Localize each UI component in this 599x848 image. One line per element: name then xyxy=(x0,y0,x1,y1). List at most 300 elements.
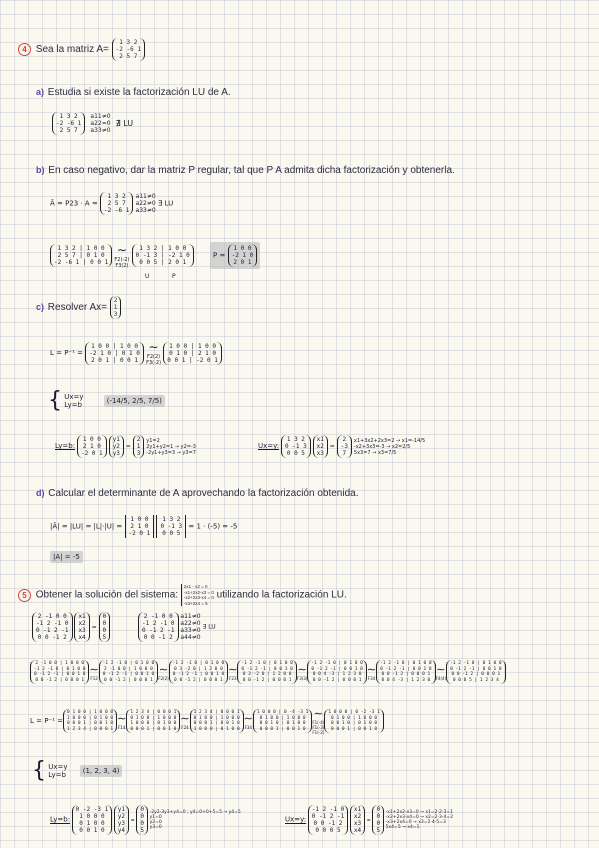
matrix-row: 1 0 0 0 | 0 -4 -3 1 xyxy=(256,710,309,715)
equation: 2x1 - x2 = 0 xyxy=(183,584,208,589)
matrix-row: -1 2 -1 0 | 0 1 0 0 xyxy=(34,666,86,672)
forward-steps xyxy=(146,438,196,456)
matrix-row: 1 0 0 xyxy=(233,245,252,252)
vector-entry: 5 xyxy=(376,827,381,834)
augmented-matrix xyxy=(446,660,505,684)
augmented-matrix xyxy=(376,660,435,684)
vector-entry: y3 xyxy=(117,820,126,827)
determinant-equation: |Ã| = |LU| = |L|·|U| = xyxy=(50,522,123,531)
row-op: F2(-2) xyxy=(114,256,130,263)
determinant-final: |A| = -5 xyxy=(50,551,83,563)
matrix-row: 1 0 0 | 1 0 0 xyxy=(91,342,139,350)
vector-entry: 3 xyxy=(113,311,118,318)
matrix-row: -2 0 1 xyxy=(128,530,151,537)
matrix-row: 0 1 0 0 | 1 0 0 0 xyxy=(193,715,240,721)
b-vector xyxy=(133,435,145,458)
problem-5-system xyxy=(32,760,122,782)
part-b-result: ∃ LU xyxy=(157,199,174,208)
vector-entry: y1 xyxy=(117,806,126,813)
tilde-icon: ∼ xyxy=(243,712,253,725)
matrix-row: 0 0 0 1 | 0 0 1 0 xyxy=(193,721,240,726)
matrix-row: 0 1 0 0 | 1 0 0 0 xyxy=(130,715,177,721)
matrix-row: 1 3 2 xyxy=(107,193,126,200)
x-vector xyxy=(313,435,328,458)
matrix-row: 0 -1 2 -1 | 0 0 1 0 xyxy=(172,672,225,677)
elimination-chain xyxy=(30,660,595,684)
augmented-matrix xyxy=(85,342,144,365)
vector-entry: y4 xyxy=(117,827,126,834)
part-a-tag: a) xyxy=(36,87,45,97)
matrix-row: 0 0 -1 2 | 0 0 0 1 xyxy=(312,677,362,683)
matrix-row: 0 -1 2 -1 xyxy=(141,627,175,634)
matrix-row: 0 1 0 0 xyxy=(79,820,105,827)
condition: a11≠0 xyxy=(90,113,111,120)
matrix-row: 0 0 5 xyxy=(286,450,305,457)
condition: a33≠0 xyxy=(90,127,111,134)
coefficient-matrix-2 xyxy=(138,612,179,642)
matrix-row: 2 5 7 | 0 1 0 xyxy=(57,252,105,259)
L-matrix xyxy=(72,805,113,835)
vector-entry: 0 xyxy=(376,806,381,813)
tilde-icon: ∼ xyxy=(116,242,127,257)
vector-entry: 0 xyxy=(140,806,145,813)
matrix-row: -1 2 -1 0 | 0 1 0 0 xyxy=(241,661,293,666)
Ux-label: Ux=y: xyxy=(285,815,307,824)
vector-entry: 0 xyxy=(140,813,145,820)
b-vector xyxy=(136,805,148,835)
problem-4-intro: Sea la matriz A= xyxy=(35,44,109,56)
U-matrix xyxy=(281,435,311,458)
part-b-matrix xyxy=(100,192,133,215)
matrix-row: 0 0 0 1 | 0 0 1 0 xyxy=(67,721,114,726)
determinant-result: = 1 · (-5) = -5 xyxy=(188,522,238,531)
vector-entry: x3 xyxy=(353,820,362,827)
step: 2y1+y2=1 → y2=-3 xyxy=(146,443,196,450)
system-line: Ly=b xyxy=(64,401,82,409)
matrix-row: -2 -6 1 xyxy=(104,207,130,214)
row-op: F2(2) xyxy=(146,354,161,360)
inverse-chain xyxy=(30,707,570,735)
vector-entry: x4 xyxy=(353,827,362,834)
part-d-statement xyxy=(36,488,358,499)
matrix-row: 0 0 0 5 | 1 2 3 4 xyxy=(452,677,499,683)
part-a-conditions xyxy=(90,113,110,134)
matrix-row: 0 -1 2 -1 xyxy=(311,813,345,820)
Ly-label: Ly=b: xyxy=(55,442,76,450)
matrix-row: 1 2 3 4 | 0 0 0 1 xyxy=(67,726,114,732)
vector-entry: y2 xyxy=(117,813,126,820)
vector-entry: x1 xyxy=(78,613,86,620)
condition: a22≠0 xyxy=(180,620,201,627)
matrix-row: 0 0 4 -3 | 1 2 3 0 xyxy=(381,677,431,683)
vector-entry: 5 xyxy=(102,634,107,641)
matrix-row: 1 3 2 xyxy=(119,39,138,46)
matrix-row: 0 0 -1 2 | 0 0 0 1 xyxy=(174,677,223,683)
matrix-row: 2 5 7 xyxy=(59,127,78,134)
tilde-icon: ∼ xyxy=(158,663,169,676)
part-c-forward: Ly=b: 1 0 0 2 1 0 -2 0 1 y1 y2 y3 = 2 1 3 y1=2 2y1+y2=1 → y2=-3 -2y1+y3=3 → y3=7 xyxy=(55,436,196,457)
matrix-row: 1 3 2 xyxy=(286,436,305,443)
tilde-icon: ∼ xyxy=(180,712,190,725)
matrix-row: 1 3 2 | 1 0 0 xyxy=(57,245,105,252)
label-U: U xyxy=(145,273,150,280)
condition: a22=0 xyxy=(90,120,111,127)
matrix-row: 2 1 0 xyxy=(82,443,101,450)
matrix-row: 1 3 2 xyxy=(162,516,181,523)
matrix-row: 0 -1 2 -1 | 0 0 1 0 xyxy=(311,666,363,672)
backward-steps xyxy=(354,438,425,456)
matrix-row: 0 -1 2 -1 | 0 0 1 0 xyxy=(450,666,502,672)
problem-5-forward: Ly=b: 0 -2 -3 1 1 0 0 0 0 1 0 0 0 0 1 0 y1 y2 y3 y4 = 0 0 0 5 -2y2-3y3+y4=0 ; y4=0+0+5=5 → y4=5 y1=0 y2=0 y3=0 xyxy=(50,806,241,834)
matrix-row: 0 0 0 5 xyxy=(315,827,341,834)
row-ops xyxy=(146,340,161,366)
matrix-row: 0 0 0 1 | 0 0 1 0 xyxy=(259,726,306,732)
part-d-tag: d) xyxy=(36,488,45,498)
row-ops xyxy=(436,663,447,681)
augmented-matrix xyxy=(126,709,180,733)
b-vector xyxy=(99,612,111,642)
row-op: F34 xyxy=(367,676,376,681)
vector-entry: x1 xyxy=(316,436,324,443)
problem-5-intro: Obtener la solución del sistema: xyxy=(35,589,179,601)
equation: -x2+2x3-x4 = 0 xyxy=(183,595,214,600)
y-vector xyxy=(109,435,124,458)
vector-entry: 1 xyxy=(113,304,118,311)
row-ops xyxy=(180,712,189,730)
part-c-text: Resolver Ax= xyxy=(47,302,107,314)
row-op: F1(-4) F1(-3) F1(-2) xyxy=(312,720,325,735)
matrix-row: 2 0 1 | 0 0 1 xyxy=(91,356,139,364)
system-line: Ly=b xyxy=(48,771,66,779)
matrix-row: 2 5 7 xyxy=(107,200,126,207)
matrix-row: 1 2 3 4 | 0 0 0 1 xyxy=(193,710,240,715)
problem-number-5: 5 xyxy=(18,589,31,602)
row-op: F23 xyxy=(229,676,237,681)
vector-entry: 3 xyxy=(136,450,141,457)
part-a-matrix xyxy=(52,112,85,135)
row-op: F3(2) xyxy=(115,262,129,269)
vector-entry: 0 xyxy=(102,613,107,620)
backward-steps xyxy=(386,810,453,830)
vector-entry: y1 xyxy=(112,436,120,443)
tilde-icon: ∼ xyxy=(366,663,377,676)
matrix-row: 1 0 0 | 1 0 0 xyxy=(169,342,217,350)
system-lines xyxy=(64,393,83,409)
matrix-row: 1 0 0 0 | 0 1 0 0 xyxy=(67,715,114,721)
tilde-icon: ∼ xyxy=(228,663,238,676)
vector-entry: 0 xyxy=(102,627,107,634)
part-b-reduction xyxy=(50,242,260,269)
matrix-row: -1 2 -1 0 | 0 1 0 0 xyxy=(311,661,363,666)
matrix-row: 1 2 3 4 | 0 0 0 1 xyxy=(130,710,177,715)
matrix-row: 0 -1 3 | -2 1 0 xyxy=(135,252,190,259)
x-vector xyxy=(350,805,365,835)
matrix-row: -2 1 0 | 0 1 0 xyxy=(89,349,140,357)
matrix-row: 0 0 -1 2 xyxy=(37,634,67,641)
matrix-row: 0 0 4 -3 | 1 2 3 0 xyxy=(312,672,362,677)
matrix-row: 1 0 0 xyxy=(82,436,101,443)
row-op: F14 xyxy=(118,725,126,730)
system-line: Ux=y xyxy=(48,763,68,771)
part-a-work xyxy=(52,112,133,135)
matrix-row: 0 0 0 1 | 0 0 1 0 xyxy=(331,726,378,732)
forward-steps xyxy=(150,810,241,830)
matrix-row: -1 2 -1 0 | 0 1 0 0 xyxy=(380,661,432,666)
augmented-matrix xyxy=(324,709,383,733)
vector-entry: y2 xyxy=(112,443,120,450)
row-ops xyxy=(312,707,324,735)
problem-5-header xyxy=(18,584,347,606)
matrix-row: -1 2 -1 0 xyxy=(36,620,69,627)
vector-entry: x1 xyxy=(353,806,362,813)
tilde-icon: ∼ xyxy=(148,340,159,354)
vector-entry: x3 xyxy=(316,450,324,457)
vector-entry: x3 xyxy=(78,627,86,634)
matrix-row: 0 -1 2 -1 | 0 0 1 0 xyxy=(102,672,155,677)
part-b-tag: b) xyxy=(36,165,45,175)
part-b-conditions xyxy=(136,193,156,214)
matrix-row: 0 0 5 | 2 0 1 xyxy=(139,259,187,266)
matrix-row: -2 -6 1 xyxy=(56,120,82,127)
vector-entry: 0 xyxy=(102,620,107,627)
condition: a11≠0 xyxy=(135,193,156,200)
vector-entry: x4 xyxy=(78,634,86,641)
step: -x2+3x3=-3 → x2=2/5 xyxy=(353,443,411,450)
system-line: Ux=y xyxy=(64,393,84,401)
matrix-row: 0 0 -1 2 | 0 0 0 1 xyxy=(104,677,153,683)
part-c-solution: (-14/5, 2/5, 7/5) xyxy=(104,395,165,407)
row-op: F4(4) xyxy=(435,676,447,681)
part-c-statement xyxy=(36,296,121,319)
row-op: F3(-2) xyxy=(146,360,162,366)
matrix-P-box xyxy=(210,242,260,269)
part-c-tag: c) xyxy=(36,302,45,313)
row-ops xyxy=(297,663,308,681)
matrix-row: 0 0 1 0 | 0 1 0 0 xyxy=(331,721,378,726)
part-c-system xyxy=(48,390,165,412)
matrix-row: 0 0 -1 2 | 0 0 0 1 xyxy=(451,672,501,677)
condition: a22≠0 xyxy=(135,200,156,207)
system-lines xyxy=(48,763,67,779)
matrix-row: 2 0 1 xyxy=(233,259,252,266)
step: y2=0 xyxy=(149,820,162,825)
step: 5x3=7 → x3=7/5 xyxy=(353,449,397,456)
matrix-row: 0 3 -2 0 | 1 2 0 0 xyxy=(174,666,223,672)
matrix-row: 0 0 1 0 | 0 1 0 0 xyxy=(259,721,306,726)
tilde-icon: ∼ xyxy=(436,663,446,676)
part-b-statement xyxy=(36,165,455,176)
matrix-row: 0 0 1 0 xyxy=(79,827,105,834)
part-d-text: Calcular el determinante de A aprovechando la factorización obtenida. xyxy=(48,488,359,499)
condition: a11≠0 xyxy=(180,613,201,620)
x-vector xyxy=(74,612,89,642)
augmented-matrix xyxy=(132,244,194,267)
step: -x3+2x4=0 → x3=2·4-5=3 xyxy=(385,820,446,825)
vector-b xyxy=(110,296,122,319)
step: x1+3x2+2x3=2 → x1=-14/5 xyxy=(353,437,426,444)
vector-entry: x2 xyxy=(78,620,86,627)
augmented-matrix xyxy=(63,709,117,733)
row-op: F3(3) xyxy=(296,676,308,681)
vector-entry: 7 xyxy=(342,450,347,457)
matrix-row: 0 1 0 0 | 1 0 0 0 xyxy=(67,710,114,715)
Ly-label: Ly=b: xyxy=(50,815,71,824)
y-vector xyxy=(372,805,384,835)
step: -2y2-3y3+y4=0 ; y4=0+0+5=5 → y4=5 xyxy=(149,810,241,815)
matrix-row: -1 2 -1 0 xyxy=(311,806,345,813)
augmented-matrix xyxy=(190,709,244,733)
matrix-row: 0 1 0 0 | 1 0 0 0 xyxy=(259,715,306,721)
matrix-row: 2 1 0 xyxy=(130,523,149,530)
matrix-row: 1 0 0 0 xyxy=(79,813,105,820)
matrix-row: 0 0 -1 2 | 0 0 0 1 xyxy=(35,677,85,683)
augmented-matrix xyxy=(50,244,112,267)
matrix-row: 0 -1 2 -1 | 0 0 1 0 xyxy=(34,672,86,677)
condition: a33≠0 xyxy=(180,627,201,634)
part-b-work xyxy=(50,192,173,215)
tilde-icon: ∼ xyxy=(89,663,99,676)
part-b-text: En caso negativo, dar la matriz P regular, tal que P A admita dicha factorización y obtenerla. xyxy=(48,165,455,176)
vector-entry: y3 xyxy=(112,450,120,457)
matrix-row: -1 2 -1 0 | 0 1 0 0 xyxy=(450,661,502,666)
step: -x1+2x2-x3=0 → x1=2·2-3=1 xyxy=(385,810,453,815)
row-ops xyxy=(89,663,98,681)
matrix-row: 1 3 2 xyxy=(59,113,78,120)
step: y3=0 xyxy=(149,825,162,830)
matrix-row: 2 -1 0 0 | 1 0 0 0 xyxy=(35,661,85,666)
vector-entry: 0 xyxy=(140,820,145,827)
matrix-row: 2 -1 0 0 xyxy=(37,613,67,620)
brace-icon: { xyxy=(48,388,62,413)
matrix-row: -2 -6 1 xyxy=(115,46,141,53)
y-vector xyxy=(114,805,129,835)
matrix-row: 0 0 -1 2 | 0 0 0 1 xyxy=(381,672,431,677)
row-op: F34 xyxy=(244,725,252,730)
matrix-row: 0 -1 3 xyxy=(285,443,307,450)
tilde-icon: ∼ xyxy=(313,707,323,720)
matrix-P xyxy=(228,244,258,267)
part-d-work xyxy=(50,515,237,538)
row-ops xyxy=(114,243,129,269)
matrix-row: -2 0 1 xyxy=(81,450,103,457)
label-P: P = xyxy=(213,251,226,260)
row-ops xyxy=(228,663,237,681)
matrix-row: -1 2 -1 0 xyxy=(141,620,175,627)
matrix-row: 2 -1 0 0 xyxy=(143,613,173,620)
matrix-row: 0 -1 2 -1 | 0 0 1 0 xyxy=(241,666,293,672)
matrix-row: 0 -2 -3 1 xyxy=(75,806,109,813)
L-determinant xyxy=(125,515,155,538)
matrix-row: 1 0 0 0 | 0 -2 -3 1 xyxy=(328,710,380,715)
augmented-matrix xyxy=(307,660,366,684)
vector-entry: 2 xyxy=(342,436,347,443)
matrix-row: 2 -1 0 0 | 1 0 0 0 xyxy=(104,666,153,672)
part-b-equation: Ã = P23 · A = xyxy=(50,199,98,208)
vector-entry: 5 xyxy=(140,827,145,834)
vector-entry: 2 xyxy=(113,297,118,304)
vector-entry: x2 xyxy=(316,443,324,450)
Ux-label: Ux=y: xyxy=(258,442,280,450)
vector-entry: -3 xyxy=(340,443,348,450)
matrix-row: -1 2 -1 0 | 0 1 0 0 xyxy=(172,661,225,666)
matrix-row: 0 0 1 | -2 0 1 xyxy=(167,356,218,364)
step: y1=2 xyxy=(146,437,160,444)
brace-icon: { xyxy=(32,758,46,783)
label-P-under: P xyxy=(172,273,176,280)
matrix-row: 0 3 -2 0 | 1 2 0 0 xyxy=(242,672,292,677)
vector-entry: 2 xyxy=(136,436,141,443)
matrix-row: 0 0 5 xyxy=(162,530,181,537)
matrix-row: 1 3 2 | 1 0 0 xyxy=(139,245,187,252)
conditions xyxy=(180,613,200,641)
part-c-inverse xyxy=(50,340,222,366)
coefficient-matrix xyxy=(32,612,73,642)
augmented-matrix xyxy=(253,709,312,733)
problem-5-setup: 2 -1 0 0 -1 2 -1 0 0 -1 2 -1 0 0 -1 2 x1 x2 x3 x4 = 0 0 0 5 2 -1 0 0 -1 2 -1 0 0 -1 2 -1 0 0 -1 2 a11≠0 a22≠0 a33≠0 a44≠0 ∃ LU xyxy=(32,612,216,642)
matrix-row: 0 -1 3 xyxy=(160,523,183,530)
matrix-row: 0 0 -1 2 | 0 0 0 1 xyxy=(242,677,292,683)
vector-entry: 0 xyxy=(376,813,381,820)
step: 5x4=5 → x4=1 xyxy=(385,825,420,830)
row-ops xyxy=(117,712,126,730)
matrix-row: 1 0 0 0 | 0 1 0 0 xyxy=(130,721,177,726)
tilde-icon: ∼ xyxy=(117,712,127,725)
part-a-result: ∄ LU xyxy=(115,119,134,128)
part-a-text: Estudia si existe la factorización LU de A. xyxy=(47,87,231,98)
row-op: F24 xyxy=(181,725,189,730)
step: y1=0 xyxy=(149,815,162,820)
row-ops xyxy=(244,712,253,730)
augmented-matrix xyxy=(237,660,296,684)
augmented-matrix xyxy=(30,660,89,684)
matrix-row: 0 1 0 | 2 1 0 xyxy=(169,349,217,357)
matrix-row: 0 -1 2 -1 xyxy=(36,627,69,634)
part-c-backward: Ux=y: 1 3 2 0 -1 3 0 0 5 x1 x2 x3 = 2 -3 7 x1+3x2+2x3=2 → x1=-14/5 -x2+3x3=-3 → x2=2/5 5x3=7 → x3=7/5 xyxy=(258,436,426,457)
matrix-row: 0 1 0 0 | 1 0 0 0 xyxy=(331,715,378,721)
augmented-matrix xyxy=(169,660,228,684)
L-matrix xyxy=(77,435,107,458)
matrix-row: 0 0 0 1 | 0 0 1 0 xyxy=(130,726,177,732)
row-op: F2(2) xyxy=(158,676,169,681)
matrix-row: 2 5 7 xyxy=(119,53,138,60)
problem-4-header xyxy=(18,38,145,61)
problem-5-solution: (1, 2, 3, 4) xyxy=(80,765,123,777)
matrix-row: 0 -1 2 -1 | 0 0 1 0 xyxy=(380,666,432,672)
problem-number-4: 4 xyxy=(18,43,31,56)
L-equation: L = P⁻¹ = xyxy=(50,349,84,357)
augmented-matrix xyxy=(99,660,158,684)
tilde-icon: ∼ xyxy=(297,663,307,676)
matrix-row: 1 0 0 xyxy=(130,516,149,523)
equation: -x3+2x4 = 5 xyxy=(183,600,208,606)
condition: a44≠0 xyxy=(180,634,201,641)
problem-5-backward: Ux=y: -1 2 -1 0 0 -1 2 -1 0 0 -1 2 0 0 0 5 x1 x2 x3 x4 = 0 0 0 5 -x1+2x2-x3=0 → x1=2·2-3=1 -x2+2x3-x4=0 → x2=2·3-4=2 -x3+2x4=0 → x3=2·4-5=3 5x4=5 → x4=1 xyxy=(285,806,453,834)
augmented-matrix xyxy=(163,342,222,365)
vector-entry: 1 xyxy=(136,443,141,450)
problem-5-tail: utilizando la factorización LU. xyxy=(216,589,347,601)
matrix-row: -1 2 -1 0 | 0 1 0 0 xyxy=(102,661,155,666)
condition: a33≠0 xyxy=(135,207,156,214)
y-vector xyxy=(337,435,352,458)
step: -x2+2x3-x4=0 → x2=2·3-4=2 xyxy=(385,815,453,820)
part-a-statement xyxy=(36,87,231,98)
system-equations xyxy=(181,584,214,606)
matrix-row: 1 0 0 0 | 0 1 0 0 xyxy=(193,726,240,732)
U-matrix xyxy=(308,805,349,835)
row-ops xyxy=(158,663,169,681)
lu-exists: ∃ LU xyxy=(202,623,216,631)
matrix-row: -2 1 0 xyxy=(231,252,254,259)
